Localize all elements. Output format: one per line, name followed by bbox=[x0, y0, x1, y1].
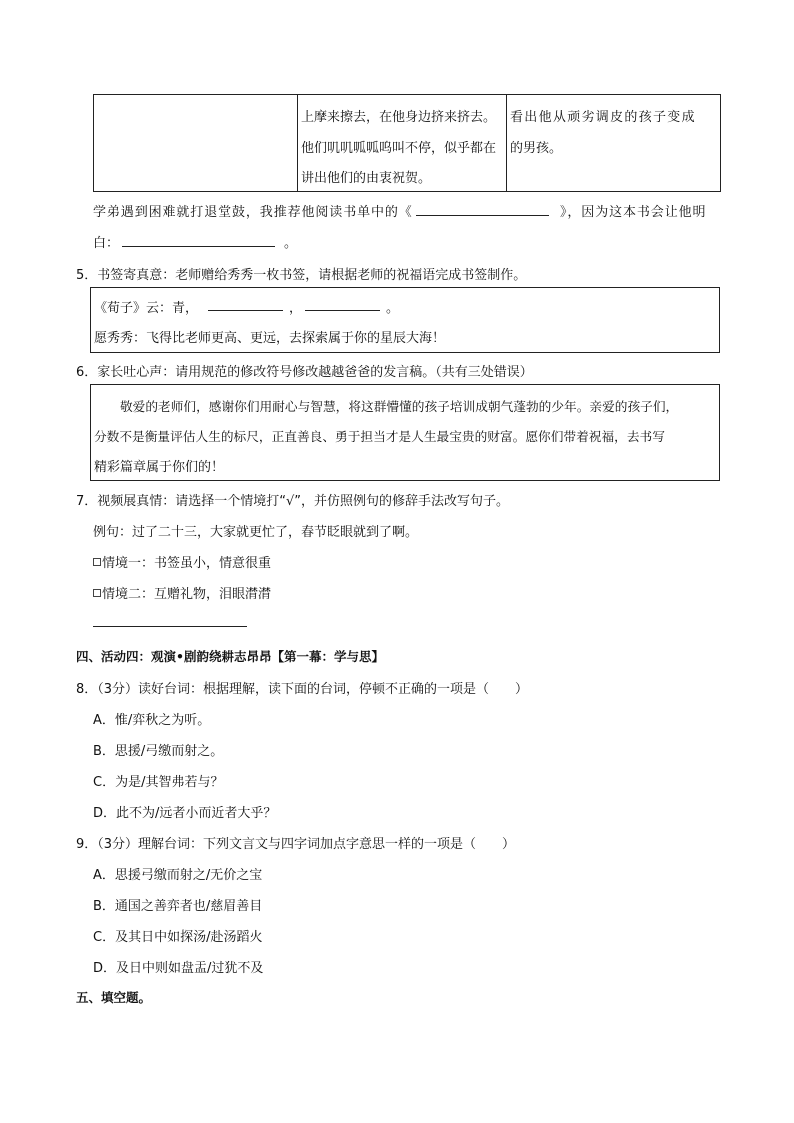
table-cell-1 bbox=[93, 94, 298, 192]
table-cell-3-line-1: 看出他从顽劣调皮的孩子变成 bbox=[510, 110, 696, 125]
q7-answer-blank[interactable] bbox=[93, 626, 247, 627]
section-5-heading: 五、填空题。 bbox=[76, 990, 152, 1005]
table-cell-3 bbox=[506, 94, 721, 192]
checkbox-icon[interactable] bbox=[93, 558, 101, 566]
q8-option-c[interactable]: C．为是/其智弗若与？ bbox=[93, 775, 224, 790]
q7-example: 例句：过了二十三，大家就更忙了，春节眨眼就到了啊。 bbox=[93, 525, 419, 540]
speech-box bbox=[90, 384, 720, 481]
q7-option-2-label: 情境二：互赠礼物，泪眼潸潸 bbox=[102, 587, 272, 602]
table-cell-2-line-1: 上摩来擦去，在他身边挤来挤去。 bbox=[301, 110, 497, 125]
q8-option-d[interactable]: D．此不为/远者小而近者大乎？ bbox=[93, 806, 277, 821]
q4-answer-book-blank[interactable] bbox=[416, 215, 549, 216]
q9-title: 9．（3分）理解台词：下列文言文与四字词加点字意思一样的一项是（ ） bbox=[76, 837, 516, 852]
q8-option-a[interactable]: A．惟/弈秋之为听。 bbox=[93, 713, 211, 728]
q7-option-1-label: 情境一：书签虽小，情意很重 bbox=[102, 556, 272, 571]
table-cell-2-line-2: 他们叽叽呱呱呜叫不停，似乎都在 bbox=[301, 141, 497, 156]
q9-option-d[interactable]: D．及日中则如盘盂/过犹不及 bbox=[93, 961, 264, 976]
q5-title: 5．书签寄真意：老师赠给秀秀一枚书签，请根据老师的祝福语完成书签制作。 bbox=[76, 268, 527, 283]
q4-line1-pre: 学弟遇到困难就打退堂鼓，我推荐他阅读书单中的《 bbox=[93, 205, 413, 220]
speech-line-1: 敬爱的老师们，感谢你们用耐心与智慧，将这群懵懂的孩子培训成朝气蓬勃的少年。亲爱的孩子们， bbox=[120, 399, 679, 414]
q7-title: 7．视频展真情：请选择一个情境打“√”，并仿照例句的修辞手法改写句子。 bbox=[76, 494, 510, 509]
q4-line2-post: 。 bbox=[284, 236, 298, 251]
checkbox-icon[interactable] bbox=[93, 589, 101, 597]
bookmark-box bbox=[90, 287, 720, 353]
section-4-heading: 四、活动四：观演•剧韵绕耕志昂昂【第一幕：学与思】 bbox=[76, 649, 384, 664]
q7-option-1[interactable] bbox=[93, 552, 271, 571]
bookmark-blank-2[interactable] bbox=[305, 310, 380, 311]
q4-line2-pre: 白： bbox=[93, 236, 120, 251]
bookmark-blank-1[interactable] bbox=[208, 310, 283, 311]
q4-line1-post: 》，因为这本书会让他明 bbox=[560, 205, 707, 220]
bookmark-line2: 愿秀秀：飞得比老师更高、更远，去探索属于你的星辰大海！ bbox=[94, 331, 446, 346]
q4-answer-reason-blank[interactable] bbox=[122, 246, 275, 247]
q9-option-a[interactable]: A．思援弓缴而射之/无价之宝 bbox=[93, 868, 263, 883]
speech-line-3: 精彩篇章属于你们的！ bbox=[94, 460, 225, 475]
q8-title: 8．（3分）读好台词：根据理解，读下面的台词，停顿不正确的一项是（ ） bbox=[76, 682, 529, 697]
q9-option-c[interactable]: C．及其日中如探汤/赴汤蹈火 bbox=[93, 930, 263, 945]
bookmark-line1-pre: 《荀子》云：青， bbox=[94, 301, 199, 316]
q9-option-b[interactable]: B．通国之善弈者也/慈眉善目 bbox=[93, 899, 263, 914]
q7-option-2[interactable] bbox=[93, 583, 271, 602]
table-cell-2-line-3: 讲出他们的由衷祝贺。 bbox=[301, 171, 432, 186]
q6-title: 6．家长吐心声：请用规范的修改符号修改越越爸爸的发言稿。（共有三处错误） bbox=[76, 365, 533, 380]
table-cell-2 bbox=[297, 94, 507, 192]
bookmark-line1-mid: ， bbox=[289, 301, 303, 316]
q8-option-b[interactable]: B．思援/弓缴而射之。 bbox=[93, 744, 224, 759]
table-cell-3-line-2: 的男孩。 bbox=[510, 141, 563, 156]
bookmark-line1-post: 。 bbox=[386, 301, 400, 316]
speech-line-2: 分数不是衡量评估人生的标尺，正直善良、勇于担当才是人生最宝贵的财富。愿你们带着祝福，去书写 bbox=[94, 429, 665, 444]
